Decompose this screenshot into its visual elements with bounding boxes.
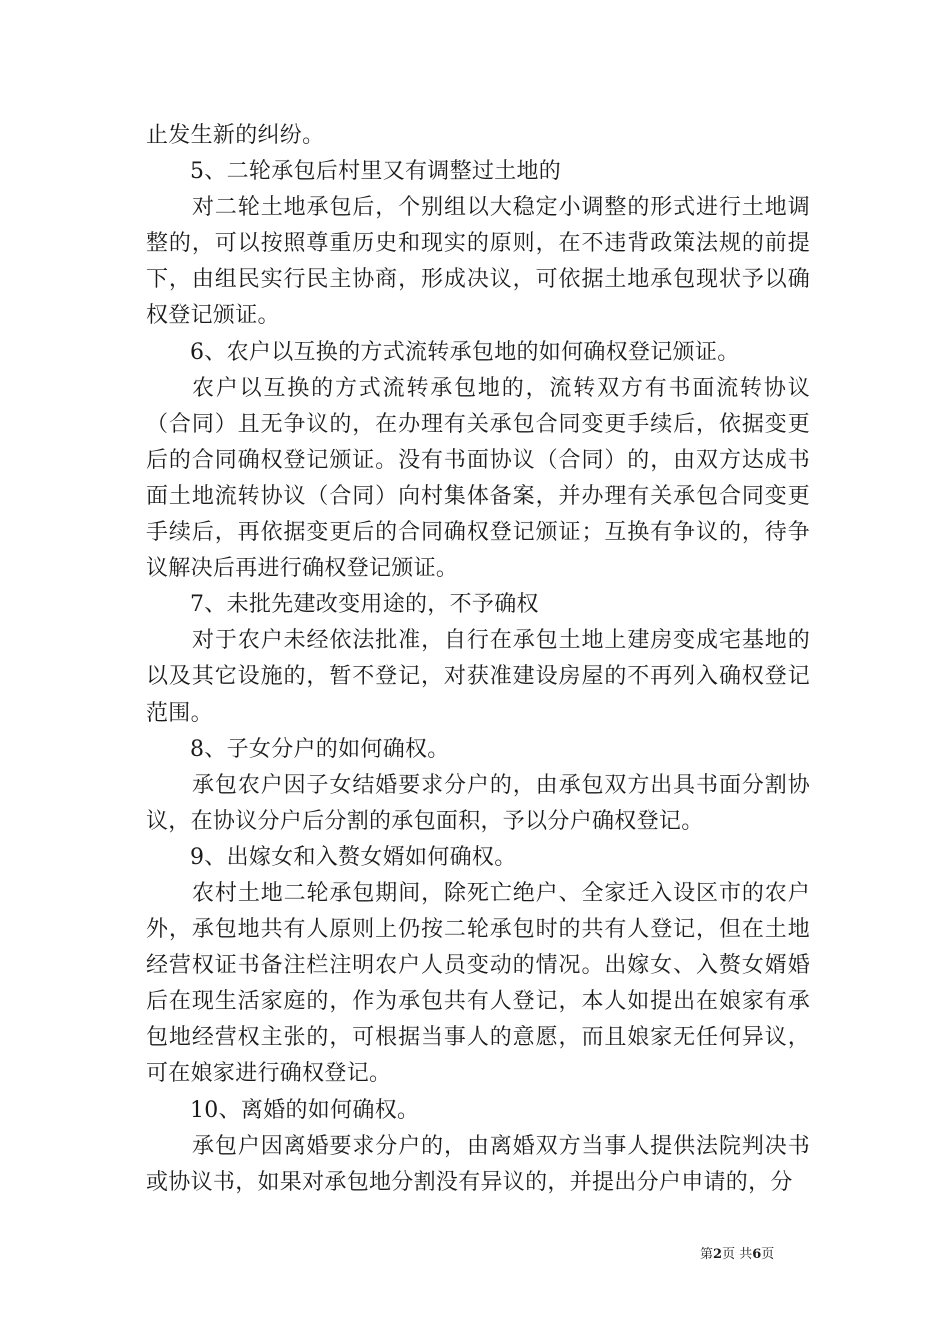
document-body (146, 118, 810, 1201)
section-heading-8: 8、子女分户的如何确权。 (190, 736, 450, 762)
paragraph-section-6: 农户以互换的方式流转承包地的，流转双方有书面流转协议（合同）且无争议的，在办理有关承包合同变更手续后，依据变更后的合同确权登记颁证。没有书面协议（合同）的，由双方达成书面土地流转协议（合同）向村集体备案，并办理有关承包合同变更手续后，再依据变更后的合同确权登记颁证；互换有争议的，待争议解决后再进行确权登记颁证。 (146, 375, 810, 582)
footer-middle: 页 共 (722, 1247, 753, 1262)
paragraph-section-8: 承包农户因子女结婚要求分户的，由承包双方出具书面分割协议，在协议分户后分割的承包面积，予以分户确权登记。 (146, 772, 810, 834)
footer-prefix: 第 (700, 1247, 714, 1262)
paragraph-section-10: 承包户因离婚要求分户的，由离婚双方当事人提供法院判决书或协议书，如果对承包地分割没有异议的，并提出分户申请的，分 (146, 1133, 810, 1195)
current-page-number: 2 (713, 1247, 723, 1262)
paragraph-intro-tail: 止发生新的纠纷。 (146, 123, 325, 148)
total-pages-number: 6 (752, 1247, 762, 1262)
section-heading-5: 5、二轮承包后村里又有调整过土地的 (190, 159, 562, 185)
page-footer (700, 1247, 820, 1263)
paragraph-section-7: 对于农户未经依法批准，自行在承包土地上建房变成宅基地的以及其它设施的，暂不登记，对获准建设房屋的不再列入确权登记范围。 (146, 628, 810, 726)
section-heading-9: 9、出嫁女和入赘女婿如何确权。 (190, 844, 517, 870)
footer-suffix: 页 (761, 1247, 775, 1262)
paragraph-section-5: 对二轮土地承包后，个别组以大稳定小调整的形式进行土地调整的，可以按照尊重历史和现实的原则，在不违背政策法规的前提下，由组民实行民主协商，形成决议，可依据土地承包现状予以确权登记颁证。 (146, 195, 810, 329)
section-heading-7: 7、未批先建改变用途的，不予确权 (190, 592, 539, 618)
section-heading-10: 10、离婚的如何确权。 (190, 1097, 420, 1123)
section-heading-6: 6、农户以互换的方式流转承包地的如何确权登记颁证。 (190, 339, 740, 365)
paragraph-section-9: 农村土地二轮承包期间，除死亡绝户、全家迁入设区市的农户外，承包地共有人原则上仍按二轮承包时的共有人登记，但在土地经营权证书备注栏注明农户人员变动的情况。出嫁女、入赘女婿婚后在现生活家庭的，作为承包共有人登记，本人如提出在娘家有承包地经营权主张的，可根据当事人的意愿，而且娘家无任何异议，可在娘家进行确权登记。 (146, 880, 810, 1087)
